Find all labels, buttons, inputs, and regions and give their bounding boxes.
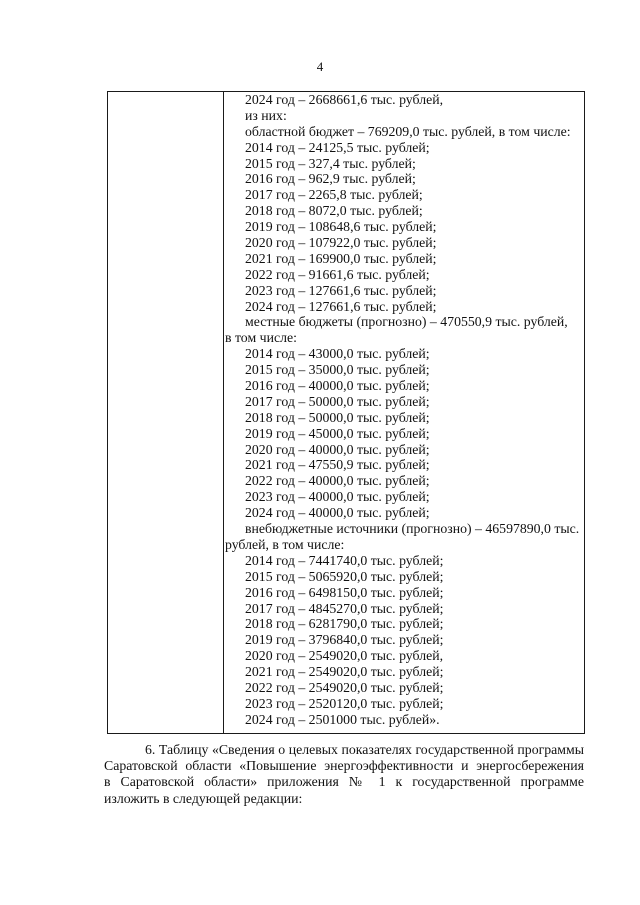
table-line: 2023 год – 40000,0 тыс. рублей; — [245, 489, 430, 505]
paragraph-line: 6. Таблицу «Сведения о целевых показателях государственной программы — [145, 742, 584, 757]
table-line: 2024 год – 127661,6 тыс. рублей; — [245, 298, 437, 314]
table-line: 2024 год – 2501000 тыс. рублей». — [245, 711, 440, 727]
table-line: 2017 год – 4845270,0 тыс. рублей; — [245, 600, 444, 616]
table-line: 2020 год – 2549020,0 тыс. рублей, — [245, 648, 444, 664]
table-line: 2014 год – 43000,0 тыс. рублей; — [245, 346, 430, 362]
table-line: 2024 год – 40000,0 тыс. рублей; — [245, 505, 430, 521]
table-line: 2022 год – 40000,0 тыс. рублей; — [245, 473, 430, 489]
table-line: 2019 год – 108648,6 тыс. рублей; — [245, 219, 437, 235]
table-right-cell — [225, 92, 582, 733]
paragraph-line: в Саратовской области» приложения № 1 к государственной программе — [104, 774, 584, 790]
table-line: 2021 год – 169900,0 тыс. рублей; — [245, 250, 437, 266]
table-line: 2021 год – 2549020,0 тыс. рублей; — [245, 664, 444, 680]
table-line: рублей, в том числе: — [225, 536, 345, 552]
table-line: 2019 год – 3796840,0 тыс. рублей; — [245, 632, 444, 648]
table-line: 2017 год – 50000,0 тыс. рублей; — [245, 393, 430, 409]
table-line: 2017 год – 2265,8 тыс. рублей; — [245, 187, 423, 203]
table-line: 2014 год – 24125,5 тыс. рублей; — [245, 139, 430, 155]
funding-table — [107, 91, 585, 734]
table-line: 2022 год – 2549020,0 тыс. рублей; — [245, 679, 444, 695]
table-line: местные бюджеты (прогнозно) – 470550,9 тыс. рублей, — [245, 314, 568, 330]
table-line: 2021 год – 47550,9 тыс. рублей; — [245, 457, 430, 473]
page-number: 4 — [316, 59, 324, 74]
paragraph-line: Саратовской области «Повышение энергоэффективности и энергосбережения — [104, 758, 584, 774]
paragraph-line: изложить в следующей редакции: — [104, 790, 303, 806]
table-line: 2023 год – 2520120,0 тыс. рублей; — [245, 695, 444, 711]
table-column-divider — [223, 92, 224, 733]
table-line: 2018 год – 50000,0 тыс. рублей; — [245, 409, 430, 425]
table-line: в том числе: — [225, 330, 297, 346]
table-line: 2018 год – 8072,0 тыс. рублей; — [245, 203, 423, 219]
table-line: 2022 год – 91661,6 тыс. рублей; — [245, 266, 430, 282]
table-line: 2016 год – 962,9 тыс. рублей; — [245, 171, 416, 187]
table-line: 2015 год – 327,4 тыс. рублей; — [245, 155, 416, 171]
table-line: 2015 год – 5065920,0 тыс. рублей; — [245, 568, 444, 584]
amendment-paragraph — [104, 742, 584, 807]
table-line: 2016 год – 6498150,0 тыс. рублей; — [245, 584, 444, 600]
table-line: 2014 год – 7441740,0 тыс. рублей; — [245, 552, 444, 568]
table-line: 2019 год – 45000,0 тыс. рублей; — [245, 425, 430, 441]
table-line: 2020 год – 40000,0 тыс. рублей; — [245, 441, 430, 457]
table-line: 2016 год – 40000,0 тыс. рублей; — [245, 378, 430, 394]
table-line: из них: — [245, 107, 287, 123]
table-left-cell — [108, 92, 223, 733]
table-line: 2024 год – 2668661,6 тыс. рублей, — [245, 92, 444, 107]
table-line: областной бюджет – 769209,0 тыс. рублей, в том числе: — [245, 123, 571, 139]
table-line: 2023 год – 127661,6 тыс. рублей; — [245, 282, 437, 298]
table-line: 2020 год – 107922,0 тыс. рублей; — [245, 235, 437, 251]
table-line: 2018 год – 6281790,0 тыс. рублей; — [245, 616, 444, 632]
table-line: 2015 год – 35000,0 тыс. рублей; — [245, 362, 430, 378]
table-line: внебюджетные источники (прогнозно) – 46597890,0 тыс. — [245, 521, 580, 537]
